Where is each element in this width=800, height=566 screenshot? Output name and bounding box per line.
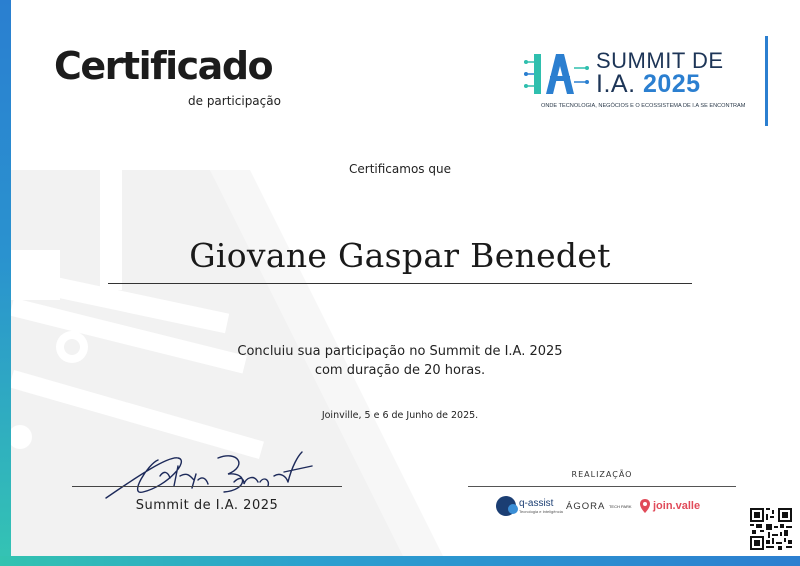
summit-logo-line1: SUMMIT DE — [596, 48, 724, 73]
completion-line-1: Concluiu sua participação no Summit de I.A. 2025 — [237, 344, 563, 359]
sponsor-agora — [566, 501, 632, 512]
summit-logo-year: 2025 — [642, 70, 701, 98]
completion-line-2: com duração de 20 horas. — [314, 363, 486, 378]
sponsor-joinvalle-name: join.valle — [653, 500, 701, 512]
summit-logo-line2 — [596, 70, 701, 99]
sponsor-agora-name: ÁGORA — [566, 501, 606, 512]
sponsor-agora-tagline: TECH PARK — [608, 504, 632, 509]
sponsor-joinvalle — [640, 499, 700, 513]
bottom-frame-stripe — [0, 556, 800, 566]
signature-line — [72, 486, 342, 487]
certify-text: Certificamos que — [349, 162, 451, 176]
summit-logo-prefix: I.A. — [596, 70, 636, 98]
qr-code-icon — [750, 508, 792, 550]
certificate-title: Certificado — [54, 44, 273, 88]
sponsor-q-assist — [496, 496, 563, 516]
handwritten-signature — [98, 446, 313, 506]
sponsor-q-assist-name: q-assist — [519, 497, 554, 509]
place-date: Joinville, 5 e 6 de Junho de 2025. — [321, 410, 479, 421]
sponsor-q-assist-text — [519, 499, 563, 514]
sponsor-q-assist-tagline: Tecnologia e Inteligência — [519, 508, 563, 514]
signature-label: Summit de I.A. 2025 — [135, 498, 279, 513]
q-assist-logo-icon — [496, 496, 516, 516]
realizacao-line — [468, 486, 736, 487]
name-underline — [108, 283, 692, 284]
realizacao-label: REALIZAÇÃO — [571, 470, 633, 479]
joinvalle-logo-icon — [640, 499, 650, 513]
completion-text — [0, 342, 800, 380]
certificate-subtitle: de participação — [188, 94, 281, 108]
left-frame-stripe — [0, 0, 11, 566]
participant-name: Giovane Gaspar Benedet — [189, 236, 611, 275]
summit-logo-tagline: ONDE TECNOLOGIA, NEGÓCIOS E O ECOSSISTEMA DE I.A SE ENCONTRAM — [541, 103, 746, 109]
logo-divider-bar — [765, 36, 768, 126]
summit-logo-icon — [524, 52, 590, 98]
